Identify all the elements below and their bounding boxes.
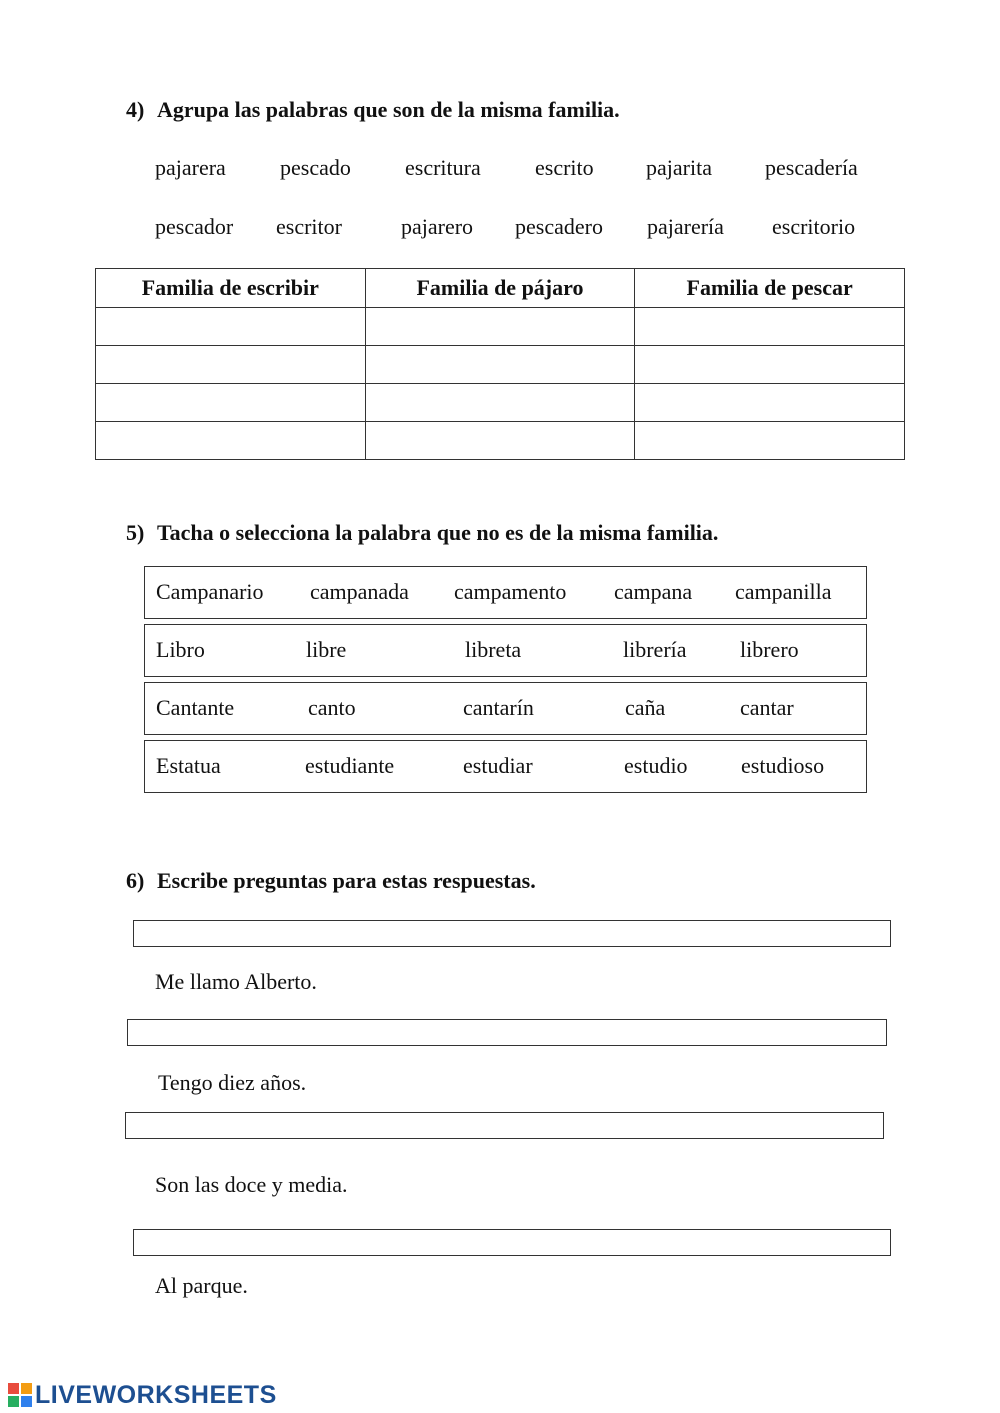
selectable-word[interactable]: libre [306, 637, 347, 662]
word-bank-item: pajarita [646, 155, 712, 180]
selectable-word[interactable]: campana [614, 579, 693, 604]
family-table [95, 268, 905, 460]
selectable-word[interactable]: librería [623, 637, 687, 662]
exercise-5-heading [126, 520, 718, 546]
answer-cell[interactable] [96, 422, 366, 460]
column-header-pajaro: Familia de pájaro [365, 269, 635, 308]
liveworksheets-logo [8, 1382, 277, 1408]
answer-cell[interactable] [635, 422, 905, 460]
selectable-word[interactable]: cantar [740, 695, 794, 720]
logo-text: LIVEWORKSHEETS [35, 1380, 277, 1409]
selectable-word[interactable]: Cantante [156, 695, 235, 720]
table-row [96, 308, 905, 346]
selectable-word[interactable]: estudiar [463, 753, 533, 778]
selectable-word[interactable]: campanada [310, 579, 409, 604]
exercise-6-number: 6) [126, 868, 145, 893]
answer-text: Tengo diez años. [158, 1070, 307, 1095]
answer-cell[interactable] [365, 346, 635, 384]
question-input[interactable] [133, 1229, 891, 1256]
logo-square [21, 1383, 32, 1394]
selectable-word[interactable]: campanilla [735, 579, 832, 604]
exercise-6-title: Escribe preguntas para estas respuestas. [157, 868, 536, 893]
word-bank-item: escritor [276, 214, 342, 239]
exercise-4-number: 4) [126, 97, 145, 122]
answer-cell[interactable] [635, 308, 905, 346]
word-bank-item: escritorio [772, 214, 856, 239]
word-bank-item: pajarería [647, 214, 724, 239]
column-header-escribir: Familia de escribir [96, 269, 366, 308]
odd-word-row [144, 740, 867, 793]
exercise-6-heading [126, 868, 536, 894]
selectable-word[interactable]: estudioso [741, 753, 825, 778]
answer-cell[interactable] [365, 384, 635, 422]
answer-text: Son las doce y media. [155, 1172, 348, 1197]
answer-cell[interactable] [635, 346, 905, 384]
logo-square [21, 1396, 32, 1407]
odd-word-row [144, 566, 867, 619]
exercise-5-number: 5) [126, 520, 145, 545]
word-bank-item: pescado [280, 155, 351, 180]
answer-cell[interactable] [96, 308, 366, 346]
word-bank-item: pescadería [765, 155, 858, 180]
odd-word-row [144, 682, 867, 735]
selectable-word[interactable]: Estatua [156, 753, 221, 778]
selectable-word[interactable]: campamento [454, 579, 567, 604]
exercise-5-title: Tacha o selecciona la palabra que no es de la misma familia. [157, 520, 719, 545]
question-input[interactable] [133, 920, 891, 947]
question-input[interactable] [127, 1019, 887, 1046]
word-bank-item: pajarera [155, 155, 226, 180]
answer-cell[interactable] [635, 384, 905, 422]
word-bank-item: pescador [155, 214, 234, 239]
selectable-word[interactable]: Campanario [156, 579, 264, 604]
question-input[interactable] [125, 1112, 884, 1139]
answer-cell[interactable] [96, 346, 366, 384]
answer-cell[interactable] [365, 422, 635, 460]
word-bank-item: escritura [405, 155, 481, 180]
logo-square [8, 1383, 19, 1394]
column-header-pescar: Familia de pescar [635, 269, 905, 308]
answer-cell[interactable] [96, 384, 366, 422]
answer-text: Al parque. [155, 1273, 248, 1298]
word-bank-item: pescadero [515, 214, 603, 239]
table-row [96, 346, 905, 384]
table-row [96, 422, 905, 460]
word-bank-item: escrito [535, 155, 594, 180]
selectable-word[interactable]: canto [308, 695, 356, 720]
selectable-word[interactable]: Libro [156, 637, 205, 662]
exercise-4-title: Agrupa las palabras que son de la misma familia. [157, 97, 620, 122]
logo-square [8, 1396, 19, 1407]
selectable-word[interactable]: estudio [624, 753, 688, 778]
table-row [96, 384, 905, 422]
exercise-4-heading [126, 97, 620, 123]
logo-mark-icon [8, 1383, 32, 1407]
word-bank-item: pajarero [401, 214, 474, 239]
selectable-word[interactable]: libreta [465, 637, 522, 662]
selectable-word[interactable]: caña [625, 695, 666, 720]
selectable-word[interactable]: librero [740, 637, 799, 662]
selectable-word[interactable]: cantarín [463, 695, 534, 720]
answer-cell[interactable] [365, 308, 635, 346]
answer-text: Me llamo Alberto. [155, 969, 317, 994]
selectable-word[interactable]: estudiante [305, 753, 395, 778]
odd-word-row [144, 624, 867, 677]
